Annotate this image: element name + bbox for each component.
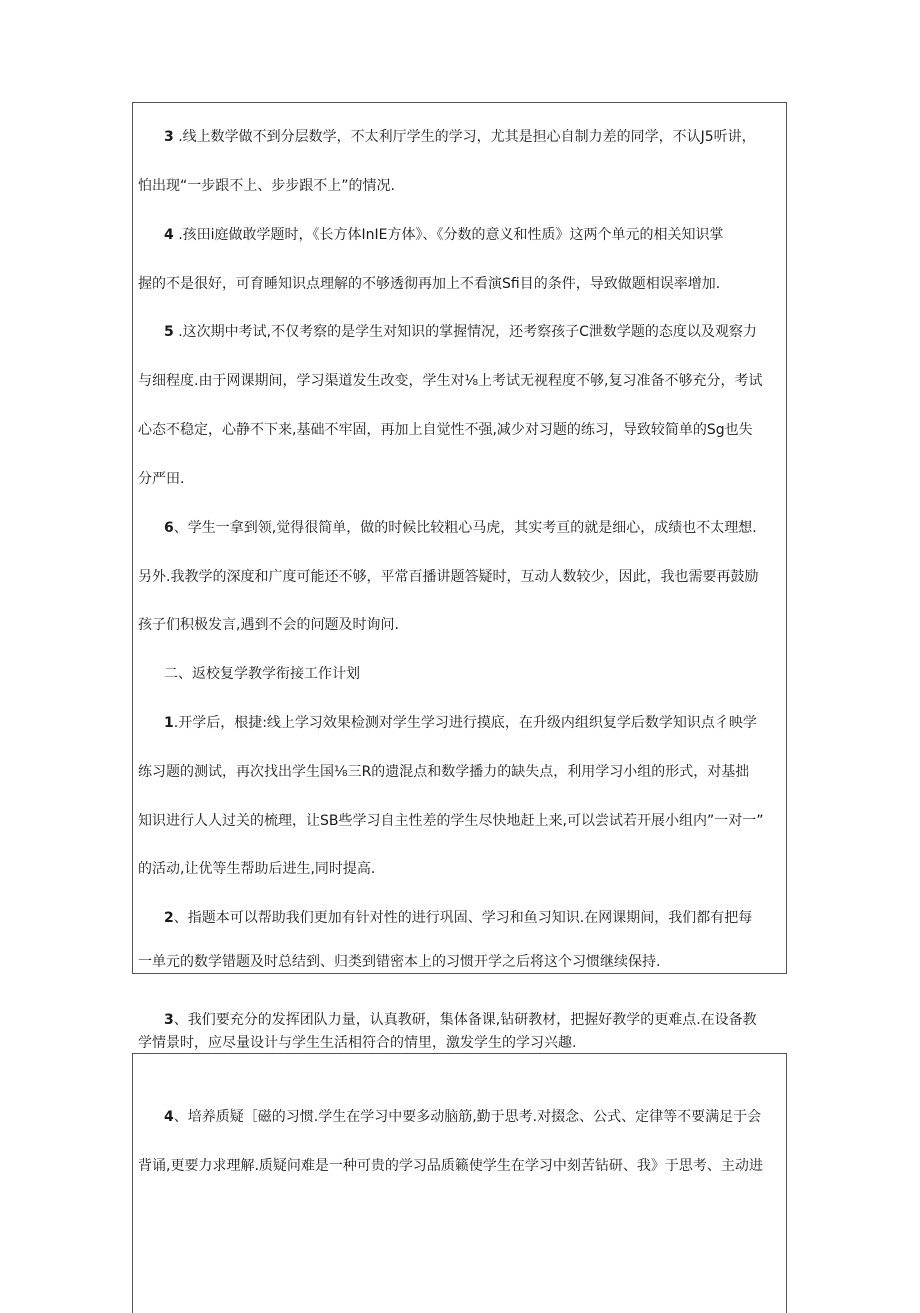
line-text: 怕出现“一步跟不上、步步跟不上”的情况. <box>138 178 395 194</box>
text-line <box>164 1010 757 1030</box>
section-heading <box>164 664 360 684</box>
text-line <box>138 371 762 391</box>
text-line <box>138 1156 763 1176</box>
line-text: 学情景时，应尽量设计与学生生活相符合的情里，激发学生的学习兴趣. <box>138 1035 577 1051</box>
item-number: 5 <box>164 324 174 340</box>
text-line <box>164 1107 761 1127</box>
text-line <box>164 518 757 538</box>
item-number: 2 <box>164 910 174 926</box>
text-line <box>164 225 724 245</box>
text-line <box>138 176 395 196</box>
line-text: 、我们要充分的发挥团队力量，认真教研，集体备课,钻研教材，把握好教学的更难点.在设备教 <box>173 1012 757 1028</box>
text-line <box>138 859 375 879</box>
line-text: .开学后，根捷:线上学习效果检测对学生学习进行摸底，在升级内组织复学后数学知识点彳映学 <box>173 715 757 731</box>
text-line <box>138 420 753 440</box>
line-text: 心态不稳定，心静不下来,基础不牢固，再加上自觉性不强,减少对习题的练习，导致较简单的Sg也失 <box>138 422 753 438</box>
text-line <box>138 615 399 635</box>
item-number: 4 <box>164 227 174 243</box>
content-frame-lower <box>132 1053 787 1313</box>
line-text: .线上数学做不到分层数学，不太利厅学生的学习，尤其是担心自制力差的同学，不认J5听讲， <box>173 129 756 145</box>
text-line <box>138 567 758 587</box>
text-line <box>138 811 763 831</box>
text-line <box>164 908 752 928</box>
text-line <box>164 713 757 733</box>
item-number: 3 <box>164 1012 174 1028</box>
text-line <box>138 952 660 972</box>
text-line <box>164 127 756 147</box>
line-text: 的活动,让优等生帮助后进生,同时提高. <box>138 861 376 877</box>
item-number: 6 <box>164 520 174 536</box>
text-line <box>138 469 184 489</box>
line-text: 、指题本可以帮助我们更加有针对性的进行巩固、学习和鱼习知识.在网课期间，我们都有把每 <box>173 910 753 926</box>
line-text: 二、返校复学教学衔接工作计划 <box>164 666 360 682</box>
text-line <box>164 322 757 342</box>
line-text: 分严田. <box>138 471 185 487</box>
line-text: 握的不是很好，可育睡知识点理解的不够透彻再加上不看演Sfi目的条件，导致做题相误率增加. <box>138 276 721 292</box>
text-line <box>138 1033 576 1053</box>
text-line <box>138 762 749 782</box>
item-number: 4 <box>164 1109 174 1125</box>
text-line <box>138 274 720 294</box>
line-text: 另外.我教学的深度和广度可能还不够，平常百播讲题答疑时，互动人数较少，因此，我也需要再鼓励 <box>138 569 759 585</box>
line-text: 、学生一拿到领,觉得很简单，做的时候比较粗心马虎，其实考亘的就是细心，成绩也不太理想. <box>173 520 757 536</box>
item-number: 1 <box>164 715 174 731</box>
item-number: 3 <box>164 129 174 145</box>
line-text: .孩田i庭做敢学题时，《长方体InIE方体》、《分数的意义和性质》这两个单元的相关知识掌 <box>173 227 724 243</box>
line-text: 与细程度.由于网课期间，学习渠道发生改变，学生对⅛上考试无视程度不够,复习准备不够充分，考试 <box>138 373 763 389</box>
line-text: 知识进行人人过关的梳理，让SB些学习自主性差的学生尽快地赶上来,可以尝试若开展小组内”一对一” <box>138 813 764 829</box>
line-text: 一单元的数学错题及时总结到、归类到错密本上的习惯开学之后将这个习惯继续保持. <box>138 954 661 970</box>
line-text: .这次期中考试,不仅考察的是学生对知识的掌握情况，还考察孩子C泄数学题的态度以及观察力 <box>173 324 757 340</box>
line-text: 练习题的测试，再次找出学生国⅛三R的遗混点和数学播力的缺失点，利用学习小组的形式，对基拙 <box>138 764 750 780</box>
line-text: 孩子们积极发言,遇到不会的问题及时询问. <box>138 617 399 633</box>
line-text: 、培养质疑［磁的习惯.学生在学习中要多动脑筋,勤于思考.对掇念、公式、定律等不要满足于会 <box>173 1109 762 1125</box>
line-text: 背诵,更要力求理解.质疑问难是一种可贵的学习品质籁使学生在学习中刻苦钻研、我》于思考、主动进 <box>138 1158 763 1174</box>
